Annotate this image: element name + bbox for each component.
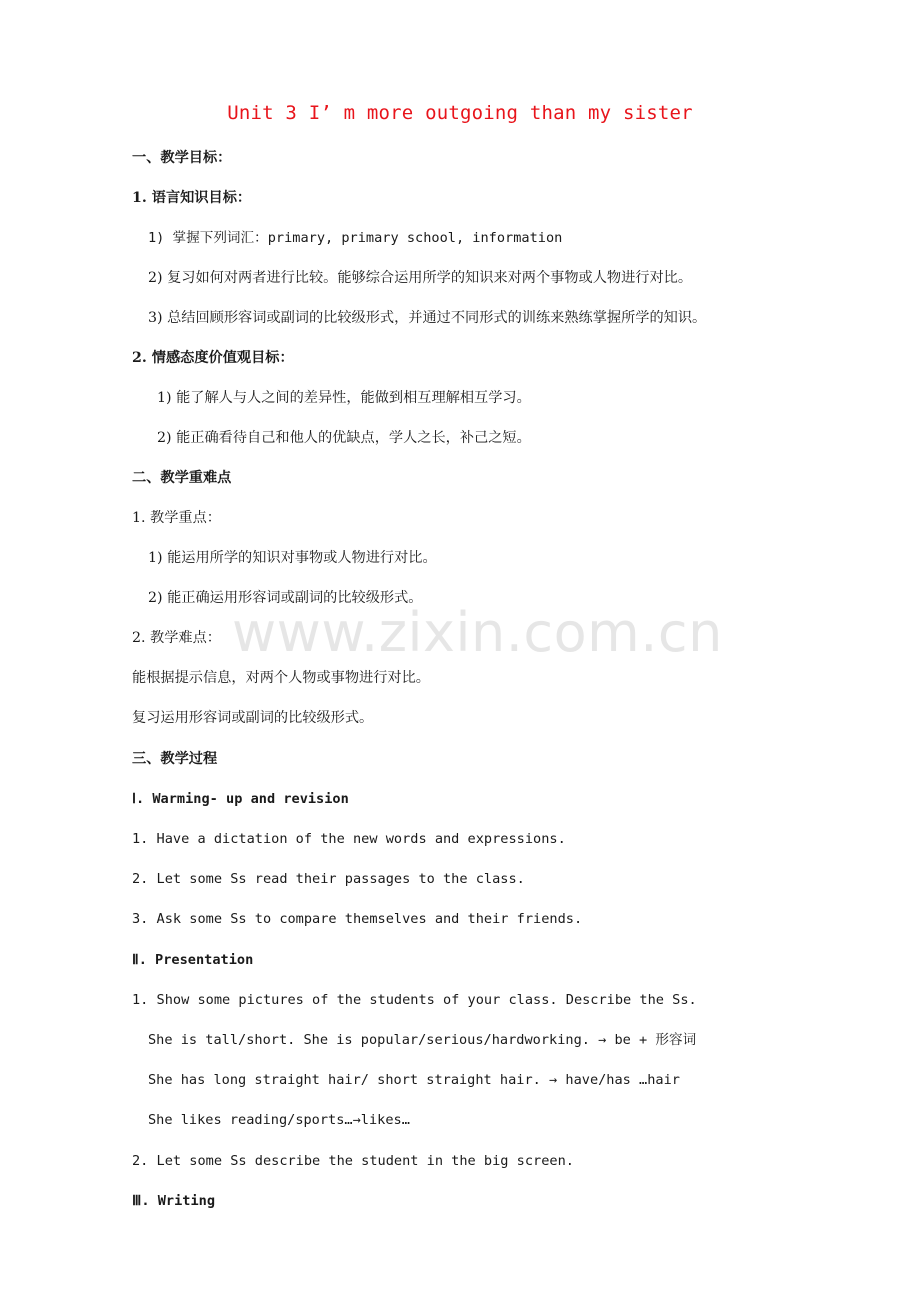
list-item-understanding: 1) 能了解人与人之间的差异性，能做到相互理解相互学习。: [157, 390, 531, 406]
step-heading-writing: Ⅲ. Writing: [132, 1193, 216, 1209]
list-item-comparative-forms: 3) 总结回顾形容词或副词的比较级形式，并通过不同形式的训练来熟练掌握所学的知识。: [148, 310, 707, 326]
subheading-language-objectives: 1. 语言知识目标：: [132, 190, 252, 206]
list-item-show-pictures: 1. Show some pictures of the students of your class. Describe the Ss.: [132, 992, 697, 1008]
list-item-key-point-1: 1) 能运用所学的知识对事物或人物进行对比。: [148, 550, 437, 566]
list-item-describe-student: 2. Let some Ss describe the student in the big screen.: [132, 1153, 574, 1169]
list-item-key-point-2: 2) 能正确运用形容词或副词的比较级形式。: [148, 590, 423, 606]
list-item-vocabulary: 1) 掌握下列词汇：primary, primary school, information: [148, 230, 563, 246]
list-item-read-passages: 2. Let some Ss read their passages to the class.: [132, 871, 525, 887]
list-item-strengths: 2) 能正确看待自己和他人的优缺点，学人之长，补己之短。: [157, 430, 531, 446]
subheading-difficult-points: 2. 教学难点：: [132, 630, 221, 646]
example-sentence-have-hair: She has long straight hair/ short straight hair. → have/has …hair: [148, 1072, 680, 1088]
document-title: Unit 3 I’ m more outgoing than my sister: [227, 102, 693, 124]
subheading-emotional-objectives: 2. 情感态度价值观目标：: [132, 350, 294, 366]
section-heading-objectives: 一、教学目标：: [132, 150, 232, 166]
subheading-key-points: 1. 教学重点：: [132, 510, 221, 526]
list-item-dictation: 1. Have a dictation of the new words and expressions.: [132, 831, 566, 847]
section-heading-key-points: 二、教学重难点: [132, 470, 232, 486]
step-heading-presentation: Ⅱ. Presentation: [132, 952, 254, 968]
list-item-difficult-point-2: 复习运用形容词或副词的比较级形式。: [132, 710, 374, 726]
step-heading-warming-up: Ⅰ. Warming- up and revision: [132, 791, 349, 807]
section-heading-process: 三、教学过程: [132, 751, 218, 767]
example-sentence-likes: She likes reading/sports…→likes…: [148, 1112, 410, 1128]
list-item-comparison: 2) 复习如何对两者进行比较。能够综合运用所学的知识来对两个事物或人物进行对比。: [148, 270, 693, 286]
example-sentence-be-adjective: She is tall/short. She is popular/serious/hardworking. → be + 形容词: [148, 1032, 697, 1048]
watermark: www.zixin.com.cn: [232, 601, 723, 664]
list-item-difficult-point-1: 能根据提示信息，对两个人物或事物进行对比。: [132, 670, 430, 686]
list-item-compare-friends: 3. Ask some Ss to compare themselves and their friends.: [132, 911, 583, 927]
